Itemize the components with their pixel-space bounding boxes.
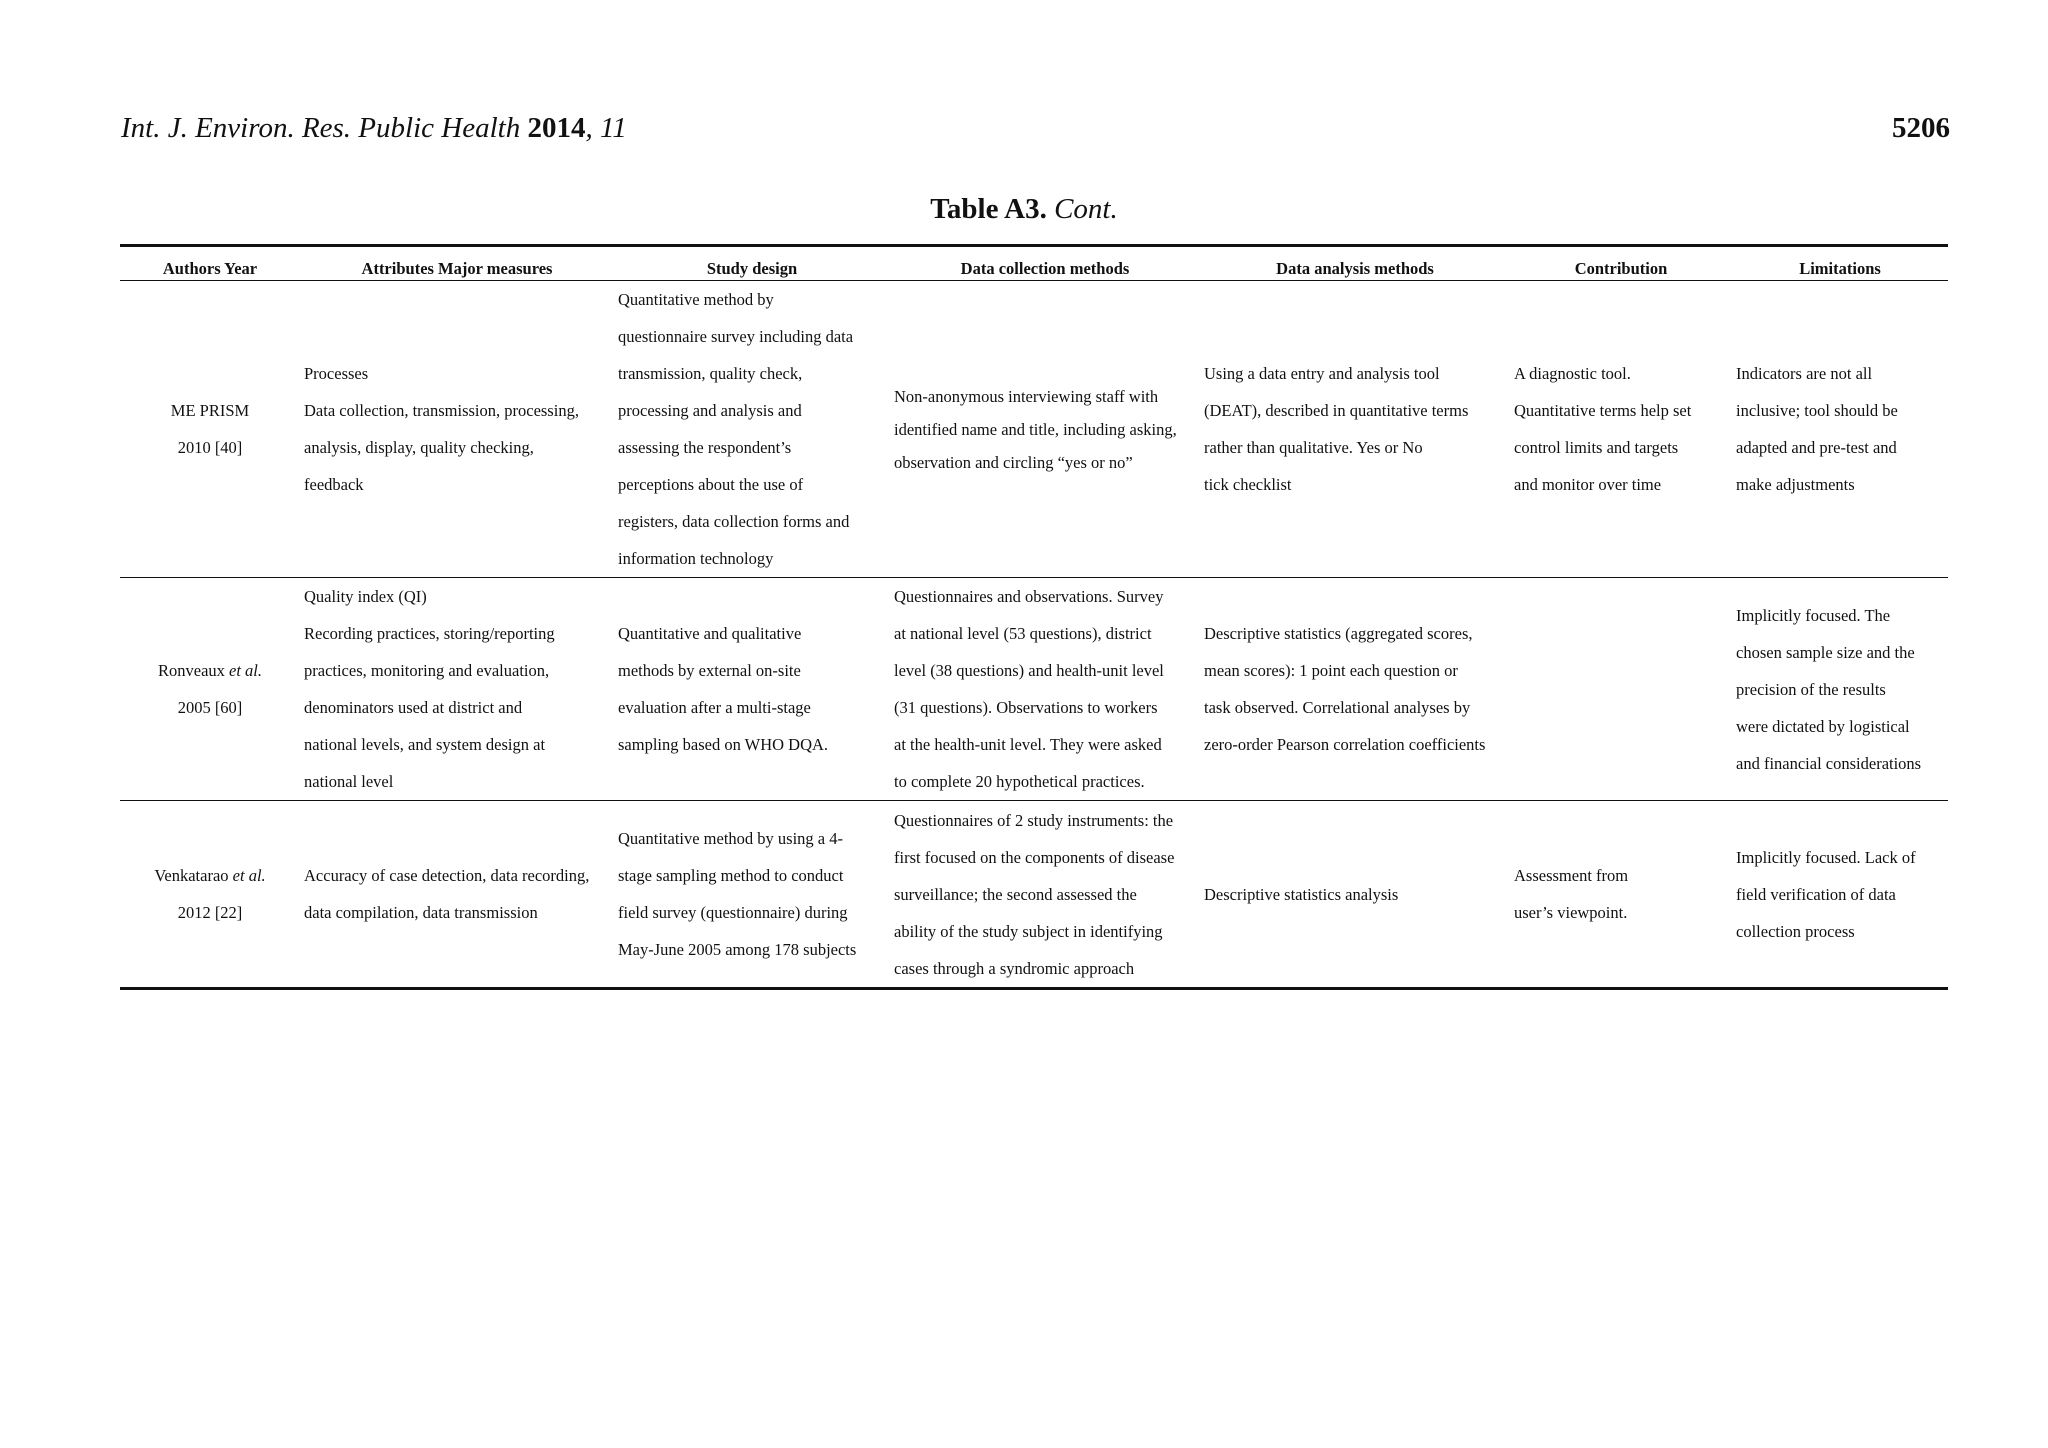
column-header: Study design	[614, 246, 890, 281]
cell-line: Recording practices, storing/reporting	[304, 624, 555, 643]
table-row	[120, 281, 1948, 578]
cell-line: collection process	[1736, 921, 1855, 941]
cell-line: Implicitly focused. The	[1736, 605, 1891, 625]
cell-line: at the health-unit level. They were asked	[894, 735, 1162, 754]
cell-line: Indicators are not all	[1736, 364, 1873, 383]
caption-label: Table A3.	[930, 193, 1047, 225]
cell-line: (31 questions). Observations to workers	[894, 698, 1158, 717]
cell-line: and financial considerations	[1736, 753, 1922, 773]
cell-line: national levels, and system design at	[304, 735, 546, 754]
cell-line: rather than qualitative. Yes or No	[1204, 438, 1423, 457]
cell-line: feedback	[304, 475, 364, 494]
cell-line: transmission, quality check,	[618, 364, 803, 383]
data-analysis-cell	[1200, 281, 1510, 578]
journal-volume: 11	[599, 112, 627, 144]
contribution-cell	[1510, 281, 1732, 578]
cell-line: observation and circling “yes or no”	[894, 452, 1133, 472]
cell-line: identified name and title, including asking,	[894, 419, 1177, 439]
cell-line: level (38 questions) and health-unit level	[894, 661, 1164, 680]
cell-line: Quantitative method by using a 4-	[618, 829, 843, 848]
cell-line: cases through a syndromic approach	[894, 958, 1135, 978]
attributes-cell	[300, 281, 614, 578]
author-et-al: et al.	[229, 661, 263, 680]
cell-line: mean scores): 1 point each question or	[1204, 661, 1458, 680]
data-analysis-cell	[1200, 801, 1510, 989]
limitations-cell	[1732, 578, 1948, 801]
cell-line: surveillance; the second assessed the	[894, 884, 1137, 904]
cell-line: user’s viewpoint.	[1514, 903, 1628, 922]
column-header: Data collection methods	[890, 246, 1200, 281]
author-year-cell	[120, 578, 300, 801]
cell-line: stage sampling method to conduct	[618, 866, 844, 885]
cell-line: Questionnaires and observations. Survey	[894, 587, 1164, 606]
cell-line: methods by external on-site	[618, 661, 801, 680]
cell-line: control limits and targets	[1514, 438, 1679, 457]
column-header: Authors Year	[120, 246, 300, 281]
author-year-cell	[120, 801, 300, 989]
cell-line: sampling based on WHO DQA.	[618, 735, 829, 754]
limitations-cell	[1732, 801, 1948, 989]
cell-line: Using a data entry and analysis tool	[1204, 364, 1440, 383]
journal-year: 2014	[527, 112, 586, 144]
study-design-cell	[614, 578, 890, 801]
cell-line: Quantitative method by	[618, 290, 774, 309]
cell-line: assessing the respondent’s	[618, 438, 792, 457]
data-collection-cell	[890, 281, 1200, 578]
cell-line: to complete 20 hypothetical practices.	[894, 772, 1145, 791]
column-header: Limitations	[1732, 246, 1948, 281]
caption-cont: Cont.	[1054, 193, 1118, 225]
study-design-cell	[614, 281, 890, 578]
cell-line: Data collection, transmission, processing,	[304, 401, 579, 420]
cell-line: Descriptive statistics (aggregated scores,	[1204, 624, 1473, 643]
cell-line: were dictated by logistical	[1736, 716, 1910, 736]
year-ref: 2012 [22]	[177, 903, 243, 922]
cell-line: adapted and pre-test and	[1736, 438, 1897, 457]
cell-line: ability of the study subject in identifying	[894, 921, 1163, 941]
column-header: Data analysis methods	[1200, 246, 1510, 281]
contribution-cell	[1510, 801, 1732, 989]
cell-line: tick checklist	[1204, 475, 1292, 494]
cell-line: Quality index (QI)	[304, 587, 427, 606]
table-caption	[0, 193, 2048, 226]
cell-line: Implicitly focused. Lack of	[1736, 847, 1916, 867]
cell-line: Quantitative terms help set	[1514, 401, 1692, 420]
cell-line: precision of the results	[1736, 679, 1886, 699]
data-collection-cell	[890, 578, 1200, 801]
cell-line: denominators used at district and	[304, 698, 523, 717]
author-name: ME PRISM	[170, 401, 250, 420]
data-collection-cell	[890, 801, 1200, 989]
cell-line: make adjustments	[1736, 475, 1855, 494]
cell-line: Questionnaires of 2 study instruments: the	[894, 810, 1174, 830]
table-row	[120, 801, 1948, 989]
table-header-row	[120, 246, 1948, 281]
cell-line: first focused on the components of disease	[894, 847, 1175, 867]
attributes-cell	[300, 578, 614, 801]
page-number: 5206	[1892, 112, 1950, 144]
cell-line: perceptions about the use of	[618, 475, 804, 494]
contribution-cell	[1510, 578, 1732, 801]
data-analysis-cell	[1200, 578, 1510, 801]
cell-line: questionnaire survey including data	[618, 327, 854, 346]
cell-line: analysis, display, quality checking,	[304, 438, 534, 457]
cell-line: (DEAT), described in quantitative terms	[1204, 401, 1469, 420]
cell-line: May-June 2005 among 178 subjects	[618, 940, 857, 959]
cell-line: registers, data collection forms and	[618, 512, 850, 531]
cell-line: inclusive; tool should be	[1736, 401, 1898, 420]
year-ref: 2010 [40]	[177, 438, 243, 457]
attributes-cell	[300, 801, 614, 989]
cell-line: national level	[304, 772, 394, 791]
cell-line: A diagnostic tool.	[1514, 364, 1631, 383]
author-name: Venkatarao et al.	[154, 866, 266, 885]
column-header: Attributes Major measures	[300, 246, 614, 281]
cell-line: practices, monitoring and evaluation,	[304, 661, 550, 680]
column-header: Contribution	[1510, 246, 1732, 281]
cell-line: Non-anonymous interviewing staff with	[894, 386, 1159, 406]
cell-line: Descriptive statistics analysis	[1204, 884, 1399, 904]
cell-line: Assessment from	[1514, 866, 1629, 885]
study-design-cell	[614, 801, 890, 989]
limitations-cell	[1732, 281, 1948, 578]
cell-line: and monitor over time	[1514, 475, 1662, 494]
author-name: Ronveaux et al.	[157, 661, 263, 680]
cell-line: Accuracy of case detection, data recording,	[304, 866, 590, 885]
cell-line: processing and analysis and	[618, 401, 802, 420]
cell-line: at national level (53 questions), district	[894, 624, 1152, 643]
author-et-al: et al.	[232, 866, 266, 885]
cell-line: field verification of data	[1736, 884, 1896, 904]
cell-line: Processes	[304, 364, 369, 383]
cell-line: field survey (questionnaire) during	[618, 903, 848, 922]
running-header: Int. J. Environ. Res. Public Health 2014, 11	[121, 112, 627, 144]
data-table	[120, 244, 1948, 990]
cell-line: data compilation, data transmission	[304, 903, 538, 922]
table-row	[120, 578, 1948, 801]
cell-line: task observed. Correlational analyses by	[1204, 698, 1471, 717]
cell-line: zero-order Pearson correlation coefficients	[1204, 735, 1486, 754]
cell-line: Quantitative and qualitative	[618, 624, 802, 643]
cell-line: evaluation after a multi-stage	[618, 698, 811, 717]
year-ref: 2005 [60]	[177, 698, 243, 717]
journal-name: Int. J. Environ. Res. Public Health	[121, 112, 521, 144]
cell-line: information technology	[618, 549, 774, 568]
cell-line: chosen sample size and the	[1736, 642, 1915, 662]
author-year-cell	[120, 281, 300, 578]
